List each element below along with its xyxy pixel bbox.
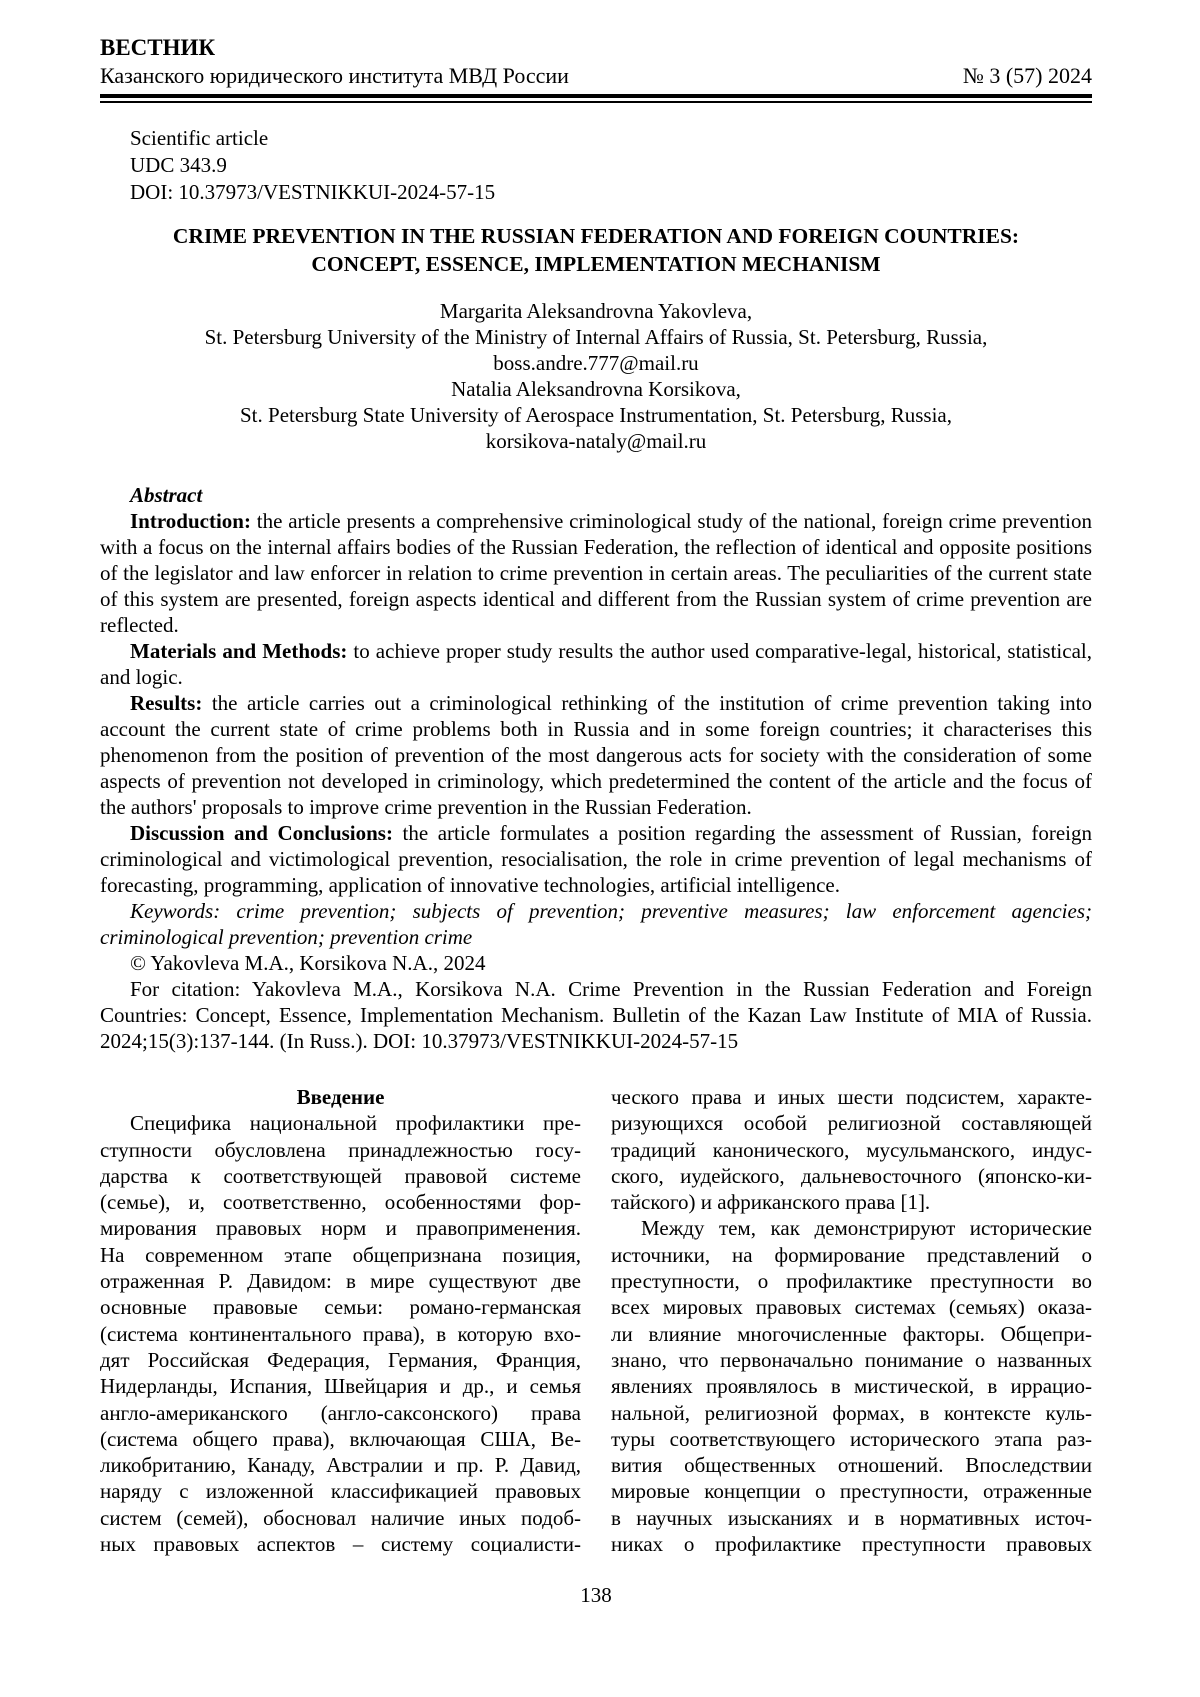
text-line: На современном этапе общепризнана позиция, (100, 1242, 581, 1267)
text-line: отраженная Р. Давидом: в мире существуют две (100, 1269, 581, 1294)
author-line: Natalia Aleksandrovna Korsikova, (451, 377, 741, 401)
text-line: ступности обусловлена принадлежностью госу- (100, 1137, 581, 1162)
keywords-line: Keywords: crime prevention; subjects of prevention; preventive measures; law enforcement agencies; criminological prevention; prevention crime (100, 899, 1092, 949)
text-line: источники, на формирование представлений о (611, 1242, 1092, 1267)
text-line: ли влияние многочисленные факторы. Общепри- (611, 1321, 1092, 1346)
right-column (611, 1084, 1092, 1557)
abstract-paragraph: Discussion and Conclusions: the article formulates a position regarding the assessment of Russian, foreign criminological and victimological prevention, resocialisation, the role in crime prevention of legal mechanisms of forecasting, programming, application of innovative technologies, artificial intelligence. (100, 821, 1093, 897)
text-line: знано, что первоначально понимание о названных (611, 1347, 1092, 1372)
text-line: туры соответствующего исторического этапа раз- (611, 1426, 1092, 1451)
author-line: St. Petersburg State University of Aerospace Instrumentation, St. Petersburg, Russia, (240, 403, 952, 427)
article-body-columns (100, 1084, 1092, 1557)
page-footer (100, 1583, 1092, 1608)
left-column (100, 1084, 581, 1557)
article-title-line2: CONCEPT, ESSENCE, IMPLEMENTATION MECHANISM (311, 252, 881, 276)
introduction-heading: Введение (296, 1085, 385, 1109)
article-type: Scientific article (130, 126, 269, 150)
abstract-paragraph: Results: the article carries out a criminological rethinking of the institution of crime prevention taking into account the current state of crime problems both in Russia and in some foreign countries; it characterises this phenomenon from the position of prevention of the most dangerous acts for society with the consideration of some aspects of prevention not developed in criminology, which predetermined the content of the article and the focus of the authors' proposals to improve crime prevention in the Russian Federation. (100, 691, 1092, 819)
citation-line: For citation: Yakovleva M.A., Korsikova N.A. Crime Prevention in the Russian Federation and Foreign Countries: Concept, Essence, Implementation Mechanism. Bulletin of the Kazan Law Institute of MIA of Russia. 2024;15(3):137-144. (In Russ.). DOI: 10.37973/VESTNIKKUI-2024-57-15 (100, 977, 1092, 1053)
journal-name: ВЕСТНИК (100, 35, 216, 60)
udc-code: UDC 343.9 (130, 153, 227, 177)
author-line: Margarita Aleksandrovna Yakovleva, (439, 299, 753, 323)
abstract-paragraphs (100, 508, 1092, 898)
journal-header (100, 34, 1092, 103)
text-line: ческого права и иных шести подсистем, характе- (611, 1085, 1092, 1109)
text-line: мировые концепции о преступности, отраженные (611, 1479, 1092, 1504)
article-meta (100, 125, 1092, 206)
article-title-line1: CRIME PREVENTION IN THE RUSSIAN FEDERATION AND FOREIGN COUNTRIES: (172, 224, 1020, 248)
text-line: (система континентального права), в которую вхо- (100, 1321, 581, 1346)
text-line: Нидерланды, Испания, Швейцария и др., и семья (100, 1374, 581, 1399)
copyright-line: © Yakovleva M.A., Korsikova N.A., 2024 (130, 951, 486, 975)
section-label: Introduction: (130, 509, 251, 533)
page-number: 138 (580, 1583, 612, 1608)
section-label: Results: (130, 691, 203, 715)
text-line: вития общественных отношений. Впоследствии (611, 1453, 1092, 1478)
text-line: преступности, о профилактике преступности во (611, 1269, 1092, 1294)
author-line: St. Petersburg University of the Ministry of Internal Affairs of Russia, St. Petersburg, Russia, (204, 325, 988, 349)
text-line: (система общего права), включающая США, Ве- (100, 1426, 581, 1451)
abstract-heading: Abstract (130, 483, 203, 507)
text-line: англо-американского (англо-саксонского) права (100, 1400, 581, 1425)
text-line: нальной, религиозной формах, в контексте куль- (611, 1400, 1092, 1425)
text-line: Между тем, как демонстрируют исторические (641, 1216, 1092, 1241)
text-line: всех мировых правовых системах (семьях) оказа- (611, 1295, 1092, 1320)
right-column-text (611, 1084, 1092, 1557)
text-line: тайского) и африканского права [1]. (611, 1190, 931, 1215)
text-line: традиций канонического, мусульманского, индус- (611, 1137, 1092, 1162)
text-line: систем (семей), обосновал наличие иных подоб- (100, 1505, 581, 1530)
journal-header-row (100, 62, 1092, 89)
text-line: явлениях проявлялось в мистической, в иррацио- (611, 1374, 1092, 1399)
text-line: ризующихся особой религиозной составляющей (611, 1111, 1092, 1136)
text-line: наряду с изложенной классификацией правовых (100, 1479, 581, 1504)
text-line: ского, иудейского, дальневосточного (японско-ки- (611, 1163, 1092, 1188)
section-label: Materials and Methods: (130, 639, 348, 663)
author-email: korsikova-nataly@mail.ru (485, 429, 707, 453)
text-line: ных правовых аспектов – систему социалисти- (100, 1532, 581, 1557)
text-line: основные правовые семьи: романо-германская (100, 1295, 581, 1320)
text-line: мирования правовых норм и правоприменения. (100, 1216, 581, 1241)
text-line: Специфика национальной профилактики пре- (130, 1111, 581, 1136)
text-line: дарства к соответствующей правовой системе (100, 1163, 581, 1188)
header-double-rule (100, 94, 1092, 103)
text-line: в научных изысканиях и в нормативных источ- (611, 1505, 1092, 1530)
abstract-paragraph: Introduction: the article presents a comprehensive criminological study of the national, foreign crime prevention with a focus on the internal affairs bodies of the Russian Federation, the reflection of identical and opposite positions of the legislator and law enforcer in relation to crime prevention in certain areas. The peculiarities of the current state of this system are presented, foreign aspects identical and different from the Russian system of crime prevention are reflected. (100, 509, 1092, 637)
article-title (100, 222, 1092, 278)
abstract-paragraph: Materials and Methods: to achieve proper study results the author used comparative-legal, historical, statistical, and logic. (100, 639, 1092, 689)
issue-number: № 3 (57) 2024 (962, 63, 1092, 88)
text-line: ликобританию, Канаду, Австралии и пр. Р. Давид, (100, 1453, 581, 1478)
text-line: дят Российская Федерация, Германия, Франция, (100, 1347, 581, 1372)
author-email: boss.andre.777@mail.ru (493, 351, 699, 375)
text-line: (семье), и, соответственно, особенностями фор- (100, 1190, 581, 1215)
journal-subtitle: Казанского юридического института МВД России (100, 63, 569, 88)
authors-block (100, 298, 1092, 454)
left-column-text (100, 1110, 581, 1557)
abstract-section (100, 482, 1092, 1054)
doi-line: DOI: 10.37973/VESTNIKKUI-2024-57-15 (130, 180, 496, 204)
section-label: Discussion and Conclusions: (130, 821, 393, 845)
text-line: никах о профилактике преступности правовых (611, 1532, 1092, 1557)
